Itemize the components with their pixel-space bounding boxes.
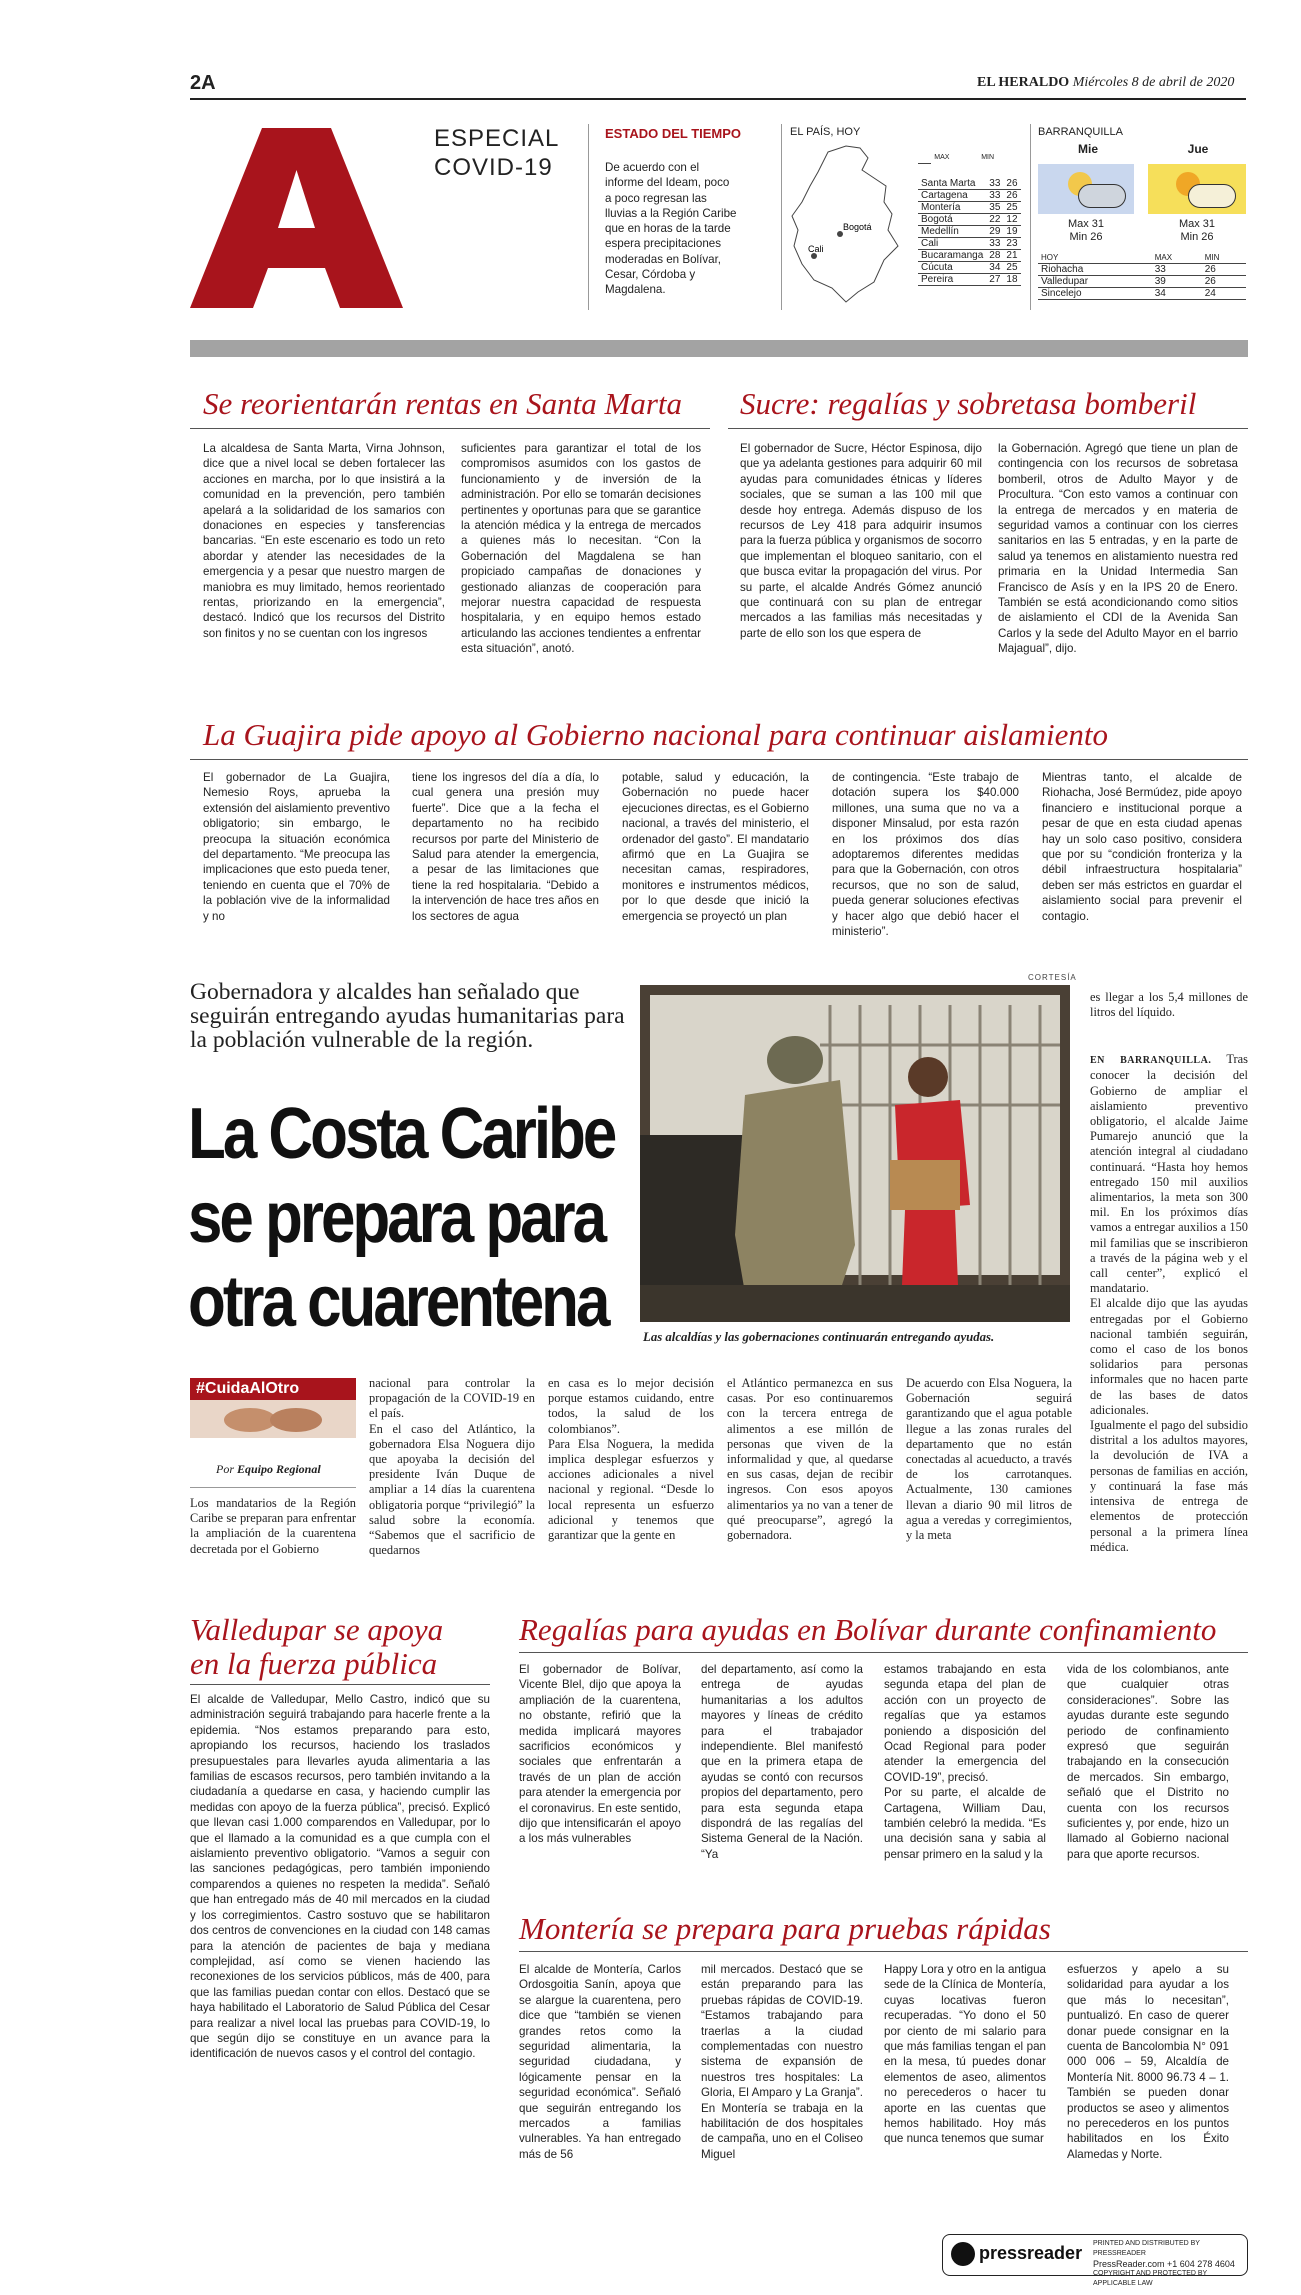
- legal-line-1: PRINTED AND DISTRIBUTED BY PRESSREADER: [1093, 2240, 1200, 2257]
- valledupar-rule: [190, 1684, 490, 1685]
- guajira-col1: El gobernador de La Guajira, Nemesio Roys, aprueba la extensión del aislamiento preventivo obligatorio; sin embargo, le preocupa la situación económica del departamento. “Me preocupa las implicaciones que esto pueda tener, teniendo en cuenta que el 70% de la población vive de la informalidad y no: [203, 771, 390, 923]
- photo-caption: Las alcaldías y las gobernaciones continuarán entregando ayudas.: [643, 1330, 995, 1344]
- city-name: Cali: [918, 238, 986, 250]
- hashtag-box: [190, 1378, 356, 1438]
- city-min: 19: [1003, 226, 1020, 238]
- hashtag-label: #CuidaAlOtro: [190, 1378, 356, 1400]
- col-max: MAX: [934, 154, 950, 162]
- bolivar-col2: del departamento, así como la entrega de ayudas humanitarias a los adultos mayores y líneas de crédito para el trabajador independiente. Blel manifestó que en la primera etapa de ayudas se contó con recursos propios del departamento, pero para esta segunda etapa dispondrá de las regalías del Sistema General de la Nación. “Ya: [701, 1663, 863, 1861]
- city-max: 33: [986, 190, 1003, 202]
- side-dateline: EN BARRANQUILLA.: [1090, 1055, 1212, 1067]
- paper-date: Miércoles 8 de abril de 2020: [1072, 75, 1235, 90]
- city-row: [918, 274, 1021, 286]
- sucre-rule: [728, 428, 1248, 429]
- paper-name: [977, 75, 1234, 91]
- pressreader-brand: pressreader: [979, 2243, 1083, 2263]
- city-max: 33: [986, 238, 1003, 250]
- main-deck: Gobernadora y alcaldes han señalado que seguirán entregando ayudas humanitarias para la población vulnerable de la región.: [190, 979, 625, 1053]
- weather-text: De acuerdo con el informe del Ideam, poco a poco regresan las lluvias a la Región Caribe que en horas de la tarde espera precipitaciones moderadas en Bolívar, Cesar, Córdoba y Magdalena.: [605, 161, 737, 297]
- sucre-col2: la Gobernación. Agregó que tiene un plan de contingencia con los recursos de sobretasa bomberil, otros de Adulto Mayor y de Procultura. “Con esto vamos a continuar con la entrega de mercados y en materia de seguridad vamos a continuar con los cierres sanitarios en las 5 entradas, y en la parte de salud ya tenemos en alistamiento nuestra red primaria en la Unidad Intermedia San Francisco de Asís y en la IPS 20 de Enero. También se está acondicionando como sitios de aislamiento el CDI de la Avenida San Carlos y la sede del Adulto Mayor en el barrio Majagual”, dijo.: [998, 442, 1238, 656]
- city-row: [918, 262, 1021, 274]
- monteria-rule: [519, 1951, 1248, 1952]
- main-col1: Los mandatarios de la Región Caribe se preparan para enfrentar la ampliación de la cuarentena decretada por el Gobierno: [190, 1496, 356, 1556]
- today-weather-table: [1038, 252, 1246, 300]
- today-max: 34: [1152, 288, 1202, 300]
- main-photo: [640, 985, 1070, 1322]
- day1-name: Mie: [1077, 142, 1098, 156]
- santa-marta-col2: suficientes para garantizar el total de los compromisos asumidos con los gastos de funcionamiento y de inversión de la administración. Por ello se tomarán decisiones pertinentes y oportunas para que se garantice la atención médica y la entrega de mercados a quienes más lo necesitan. “Con la Gobernación del Magdalena se han propiciado campañas de donaciones y gestionado alianzas de cooperación para mejorar nuestra capacidad de respuesta hospitalaria, y en equipo hemos estado articulando las acciones tendientes a enfrentar esta situación”, anotó.: [461, 442, 701, 656]
- page-number: 2A: [190, 72, 216, 94]
- country-weather-table: [918, 152, 1020, 164]
- valledupar-headline: [190, 1613, 443, 1681]
- map-label: EL PAÍS, HOY: [790, 126, 861, 138]
- city-name: Cúcuta: [918, 262, 986, 274]
- today-header-cell: MAX: [1152, 252, 1202, 264]
- city-name: Santa Marta: [918, 178, 986, 190]
- forecast-day-1: [1038, 142, 1138, 252]
- day1-max: Max 31: [1067, 218, 1105, 230]
- city-row: [918, 214, 1021, 226]
- monteria-headline: Montería se prepara para pruebas rápidas: [519, 1911, 1051, 1946]
- santa-marta-rule: [190, 428, 710, 429]
- main-headline: [188, 1092, 614, 1344]
- valledupar-title-1: Valledupar se apoya: [190, 1612, 444, 1647]
- weather-divider: [781, 124, 782, 310]
- city-min: 26: [1003, 190, 1020, 202]
- today-min: 26: [1202, 276, 1246, 288]
- side-col-body: [1090, 1037, 1248, 1555]
- today-city: Riohacha: [1038, 264, 1152, 276]
- sucre-headline: Sucre: regalías y sobretasa bomberil: [740, 386, 1197, 421]
- city-name: Bogotá: [918, 214, 986, 226]
- byline-prefix: Por: [216, 1462, 237, 1476]
- day2-min: Min 26: [1180, 231, 1214, 243]
- headline-line-2: se prepara para: [188, 1178, 605, 1258]
- day2-name: Jue: [1187, 142, 1209, 156]
- byline-rule: [190, 1487, 356, 1488]
- forecast-day-2: [1148, 142, 1248, 252]
- today-city: Valledupar: [1038, 276, 1152, 288]
- paper-title: EL HERALDO: [977, 75, 1070, 90]
- bolivar-col4: vida de los colombianos, ante que cualquier otras consideraciones”. Sobre las ayudas durante este segundo periodo de confinamiento expresó que seguirán trabajando en la consecución de mercados. Sin embargo, señaló que el Distrito no cuenta con los recursos suficientes y, por ende, hizo un llamado al Gobierno nacional para que aporte recursos.: [1067, 1663, 1229, 1861]
- city-min: 21: [1003, 250, 1020, 262]
- day2-max: Max 31: [1178, 218, 1216, 230]
- masthead-rule: [190, 98, 1246, 100]
- valledupar-body: El alcalde de Valledupar, Mello Castro, indicó que su administración seguirá trabajando para hacerle frente a la epidemia. “Nos estamos preparando para esto, apropiando los recursos, haciendo los traslados presupuestales para llevarles ayuda alimentaria a las familias de escasos recursos, pero también invitando a la ciudadanía a quedarse en casa, y haciendo cumplir las medidas con apoyo de la fuerza pública”, precisó. Explicó que llevan casi 1.000 comparendos en Valledupar, por lo que el llamado a la comunidad es a que cumpla con el aislamiento preventivo obligatorio. “Vamos a seguir con las sanciones pedagógicas, pero también imponiendo comparendos a quienes no respeten la medida”. Señaló que han entregado más de 40 mil mercados en la ciudad y los corregimientos. Castro sostuvo que se habilitaron dos centros de convenciones en la ciudad con 148 camas para la atención de pacientes de baja y mediana complejidad, así como se vienen haciendo las reconexiones de los servicios públicos, más de 400, para que las familias puedan contar con ellos. Destacó que se haya habilitado el Laboratorio de Salud Pública del Cesar para realizar a nivel local las pruebas para COVID-19, lo que según dijo se constituye en un avance para la identificación de nuevos casos y el control del contagio.: [190, 1693, 490, 2061]
- main-col4: el Atlántico permanezca en sus casas. Por eso continuaremos con la tercera entrega de alimentos a ese millón de personas que viven de la informalidad y que, al quedarse en sus casas, dejan de recibir ingresos. Con esos apoyos alimentarios ya no van a tener de qué preocuparse”, agregó la gobernadora.: [727, 1376, 893, 1543]
- today-min: 26: [1202, 264, 1246, 276]
- today-max: 39: [1152, 276, 1202, 288]
- section-title: [434, 124, 559, 182]
- side-body-text: Tras conocer la decisión del Gobierno de ampliar el aislamiento preventivo obligatorio, el alcalde Jaime Pumarejo anunció que la atención integral al ciudadano continuará. “Hasta hoy hemos entregado 150 mil auxilios alimentarios, la meta son 300 mil. En los próximos días vamos a entregar auxilios a 150 mil familias que se inscribieron a través de la página web y el call center”, explicó el mandatario. El alcalde dijo que las ayudas entregadas por el Gobierno nacional también seguirán, como el caso de los bonos solidarios para personas informales que no hacen parte de las bases de datos adicionales. Igualmente el pago del subsidio distrital a los adultos mayores, la devolución de IVA a personas de familias en acción, y continuará la fase más intensiva de entrega de elementos de protección personal a la primera línea médica.: [1090, 1052, 1248, 1554]
- day1-icon-box: [1038, 164, 1134, 214]
- city-min: 12: [1003, 214, 1020, 226]
- today-row: [1038, 276, 1246, 288]
- city-min: 26: [1003, 178, 1020, 190]
- city-max: 22: [986, 214, 1003, 226]
- city-weather-table: [918, 178, 1021, 286]
- byline: [216, 1462, 321, 1477]
- city-max: 29: [986, 226, 1003, 238]
- city-max: 35: [986, 202, 1003, 214]
- baq-title: BARRANQUILLA: [1038, 126, 1123, 138]
- city-min: 25: [1003, 262, 1020, 274]
- bolivar-col1: El gobernador de Bolívar, Vicente Blel, dijo que apoya la ampliación de la cuarentena, no obstante, refirió que la medida implicará mayores sacrificios económicos y sociales que enfrentarán a través de un plan de acción para atender la emergencia por el coronavirus. En este sentido, dijo que intensificarán el apoyo a los más vulnerables: [519, 1663, 681, 1846]
- guajira-col5: Mientras tanto, el alcalde de Riohacha, José Bermúdez, pide apoyo financiero e institucional porque a pesar de que en esta ciudad apenas hay un solo caso positivo, considera que por su “condición fronteriza y la débil infraestructura hospitalaria” deben ser más estrictos en guardar el aislamiento social para prevenir el contagio.: [1042, 771, 1242, 923]
- city-name: Cartagena: [918, 190, 986, 202]
- day1-min: Min 26: [1069, 231, 1103, 243]
- city-min: 25: [1003, 202, 1020, 214]
- today-city: Sincelejo: [1038, 288, 1152, 300]
- city-row: [918, 178, 1021, 190]
- city-name: Bucaramanga: [918, 250, 986, 262]
- grey-separator-bar: [190, 340, 1248, 357]
- bolivar-headline: Regalías para ayudas en Bolívar durante confinamiento: [519, 1612, 1217, 1647]
- guajira-col3: potable, salud y educación, la Gobernación no puede hacer ejecuciones directas, es el Gobierno nacional, a través del ministerio, el ordenador del gasto”. El mandatario afirmó que en La Guajira se necesitan camas, respiradores, monitores e instrumentos médicos, por lo que desde que inició la emergencia se proyectó un plan: [622, 771, 809, 923]
- main-col3: en casa es lo mejor decisión porque estamos cuidando, entre todos, la salud de los colombianos”. Para Elsa Noguera, la medida implica desplegar esfuerzos y acciones adicionales a nivel nacional y regional. “Desde lo local representa un esfuerzo adicional y tenemos que garantizar que la gente en: [548, 1376, 714, 1543]
- guajira-headline: La Guajira pide apoyo al Gobierno nacional para continuar aislamiento: [203, 717, 1108, 752]
- byline-author: Equipo Regional: [237, 1462, 321, 1476]
- guajira-col2: tiene los ingresos del día a día, lo cual genera una presión muy fuerte”. Dice que a la fecha el departamento no ha recibido recursos por parte del Ministerio de Salud para atender la emergencia, a pesar de las limitaciones que tiene la red hospitalaria. “Debido a la intervención de hace tres años en los sectores de agua: [412, 771, 599, 923]
- santa-marta-headline: Se reorientarán rentas en Santa Marta: [203, 386, 683, 421]
- cloud-icon: [1078, 184, 1126, 208]
- map-city-cali: Cali: [808, 244, 824, 254]
- map-city-bogota: Bogotá: [843, 222, 872, 232]
- city-row: [918, 238, 1021, 250]
- city-min: 18: [1003, 274, 1020, 286]
- today-max: 33: [1152, 264, 1202, 276]
- city-name: Montería: [918, 202, 986, 214]
- city-max: 28: [986, 250, 1003, 262]
- today-row: [1038, 264, 1246, 276]
- pressreader-logo: [951, 2242, 975, 2266]
- santa-marta-col1: La alcaldesa de Santa Marta, Virna Johnson, dice que a nivel local se deben fortalecer las acciones en marcha, por lo que insistirá a la comunidad en la prevención, pero también apelará a la solidaridad de los samarios con donaciones en especies y tansferencias bancarias. “En este escenario es todo un reto abordar y atender las necesidades de la emergencia y a pesar que nuestro margen de maniobra es muy limitado, hemos reorientado rentas, priorizando en la emergencia”, destacó. Indicó que los recursos del Distrito son finitos y no se cuentan con los ingresos: [203, 442, 445, 640]
- valledupar-title-2: en la fuerza pública: [190, 1646, 438, 1681]
- city-name: Medellín: [918, 226, 986, 238]
- city-row: [918, 190, 1021, 202]
- headline-line-1: La Costa Caribe: [188, 1094, 615, 1174]
- today-header-cell: HOY: [1038, 252, 1152, 264]
- fist-bump-image: [190, 1400, 356, 1438]
- photo-credit: CORTESÍA: [1028, 973, 1077, 982]
- main-col5: De acuerdo con Elsa Noguera, la Gobernación seguirá garantizando que el agua potable llegue a las zonas rurales del departamento que no están conectadas al acueducto, a través de los carrotanques. Actualmente, 130 camiones llevan a diario 90 mil litros de agua a veredas y corregimientos, y la meta: [906, 1376, 1072, 1543]
- main-col2: nacional para controlar la propagación de la COVID-19 en el país. En el caso del Atlántico, la gobernadora Elsa Noguera dijo que apoyaba la decisión del presidente Iván Duque de ampliar a 14 días la cuarentena obligatoria porque “privilegió” la salud sobre la economía. “Sabemos que el sacrificio de quedarnos: [369, 1376, 535, 1558]
- section-letter-logo: [190, 128, 403, 308]
- colombia-map: [788, 142, 918, 307]
- map-divider: [1030, 124, 1031, 310]
- today-header-row: [1038, 252, 1246, 264]
- day2-icon-box: [1148, 164, 1246, 214]
- cloud-icon: [1188, 184, 1236, 208]
- monteria-col3: Happy Lora y otro en la antigua sede de la Clínica de Montería, cuyas locativas fueron recuperadas. “Yo dono el 50 por ciento de mi salario para que más familias tengan el pan en la mesa, tú puedes donar elementos de aseo, alimentos no perecederos o hacer tu aporte en las cuentas que hemos habilitado. Hoy más que nunca tenemos que sumar: [884, 1963, 1046, 2146]
- city-name: Pereira: [918, 274, 986, 286]
- monteria-col1: El alcalde de Montería, Carlos Ordosgoitia Sanín, apoya que se alargue la cuarentena, pero dice que “también se vienen grandes retos como la seguridad alimentaria, la seguridad ciudadana, y lógicamente pensar en la seguridad económica”. Señaló que seguirán entregando los mercados a familias vulnerables. Ya han entregado más de 56: [519, 1963, 681, 2161]
- pressreader-legal: [1093, 2239, 1247, 2289]
- legal-line-2: PressReader.com +1 604 278 4604: [1093, 2259, 1235, 2269]
- today-row: [1038, 288, 1246, 300]
- city-row: [918, 250, 1021, 262]
- bolivar-rule: [519, 1652, 1248, 1653]
- city-max: 34: [986, 262, 1003, 274]
- legal-line-3: COPYRIGHT AND PROTECTED BY APPLICABLE LAW: [1093, 2270, 1208, 2287]
- today-header-cell: MIN: [1202, 252, 1246, 264]
- section-line1: ESPECIAL: [434, 125, 560, 152]
- guajira-rule: [190, 759, 1248, 760]
- monteria-col2: mil mercados. Destacó que se están preparando para las pruebas rápidas de COVID-19. “Estamos trabajando para traerlas a la ciudad complementadas con nuestro sistema de expansión de nuestros tres hospitales: La Gloria, El Amparo y La Granja”. En Montería se trabaja en la habilitación de dos hospitales de campaña, uno en el Coliseo Miguel: [701, 1963, 863, 2161]
- city-max: 27: [986, 274, 1003, 286]
- pressreader-badge[interactable]: [942, 2234, 1248, 2287]
- city-max: 33: [986, 178, 1003, 190]
- side-col-top: es llegar a los 5,4 millones de litros del líquido.: [1090, 990, 1248, 1020]
- city-row: [918, 226, 1021, 238]
- city-row: [918, 202, 1021, 214]
- weather-title: ESTADO DEL TIEMPO: [605, 126, 742, 141]
- guajira-col4: de contingencia. “Este trabajo de dotación supera los $40.000 millones, una suma que no va a disponer Minsalud, por esta razón en los próximos dos días adoptaremos diferentes medidas para que la Gobernación, con otros recursos, que no son de salud, pueda generar soluciones efectivas y hacer algo que debió hacer el ministerio”.: [832, 771, 1019, 939]
- headline-line-3: otra cuarentena: [188, 1262, 608, 1342]
- sucre-col1: El gobernador de Sucre, Héctor Espinosa, dijo que ya adelanta gestiones para adquirir 60 mil ayudas para comunidades étnicas y líderes sociales, que se suman a las 100 mil que desde hoy entrega. Además dispuso de los recursos de Ley 418 para adquirir insumos para la fuerza pública y organismos de socorro que implementan el bloqueo sanitario, con el que busca evitar la propagación del virus. Por su parte, el alcalde Andrés Gómez anunció que continuará con su plan de entregar mercados a las familias más necesitadas y parte de ello son los que espera de: [740, 442, 982, 640]
- city-min: 23: [1003, 238, 1020, 250]
- bolivar-col3: estamos trabajando en esta segunda etapa del plan de acción con un proyecto de regalías que ya estamos poniendo a disposición del Ocad Regional para poder atender la emergencia del COVID-19”, precisó. Por su parte, el alcalde de Cartagena, William Dau, también celebró la medida. “Es una decisión sana y sabia al pensar primero en la salud y la: [884, 1663, 1046, 1861]
- today-min: 24: [1202, 288, 1246, 300]
- col-min: MIN: [981, 154, 995, 162]
- monteria-col4: esfuerzos y apelo a su solidaridad para ayudar a los que más lo necesitan”, puntualizó. En caso de querer donar puede consignar en la cuenta de Bancolombia N° 091 000 006 – 59, Alcaldía de Montería Nit. 8000 96.73 4 – 1. También se pueden donar productos se aseo y alimentos no perecederos en los puntos habilitados en los Éxito Alamedas y Norte.: [1067, 1963, 1229, 2161]
- section-divider: [588, 124, 589, 310]
- section-line2: COVID-19: [434, 154, 553, 181]
